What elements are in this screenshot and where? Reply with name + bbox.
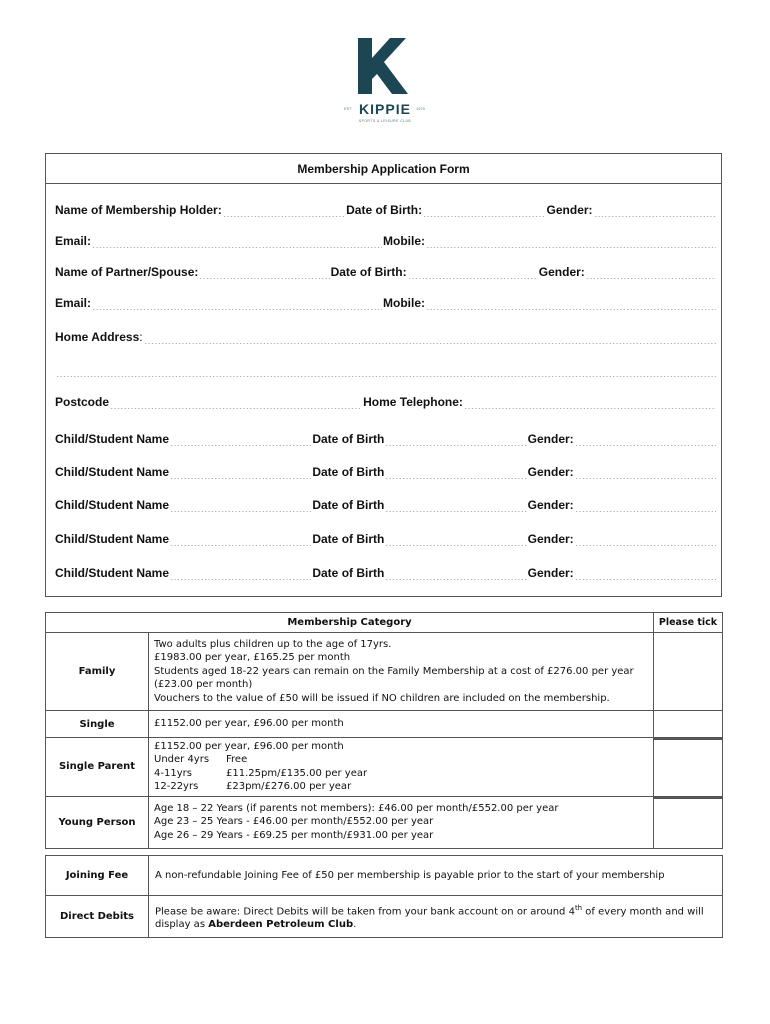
form-field-line (55, 294, 717, 310)
fill-in-blank[interactable] (385, 434, 526, 446)
category-family: Family (46, 633, 149, 711)
form-field-line (55, 328, 717, 344)
kippie-k-logo-icon (356, 38, 414, 94)
young-person-description (149, 796, 654, 848)
fill-in-blank[interactable] (199, 267, 329, 279)
form-field-line (55, 201, 717, 217)
table-row-young-person (46, 796, 723, 848)
table-header-row (46, 613, 723, 633)
field-label: Date of Birth (312, 498, 385, 512)
fill-in-blank[interactable] (385, 467, 526, 479)
fill-in-blank[interactable] (385, 568, 526, 580)
field-label: Postcode (55, 395, 110, 409)
dd-text-part: of every month and will display as (155, 906, 704, 931)
tick-cell-young-person (654, 796, 723, 848)
description-line: Vouchers to the value of £50 will be issued if NO children are included on the membership. (154, 692, 610, 704)
age-price-line (154, 767, 648, 780)
fill-in-blank[interactable] (170, 500, 311, 512)
field-label: Gender: (527, 465, 574, 479)
field-label: Email: (55, 296, 92, 310)
club-name: Aberdeen Petroleum Club (208, 919, 354, 931)
fill-in-blank[interactable] (575, 568, 716, 580)
field-label: Date of Birth (312, 432, 385, 446)
fill-in-blank[interactable] (464, 397, 716, 409)
membership-category-table (45, 612, 723, 849)
joining-fee-text: A non-refundable Joining Fee of £50 per membership is payable prior to the start of your membership (149, 856, 723, 896)
table-row-direct-debits (46, 896, 723, 938)
tick-box-single-parent-2[interactable] (654, 739, 722, 740)
table-row-joining-fee (46, 856, 723, 896)
logo-est-label: EST (344, 106, 352, 111)
dd-text-end: . (353, 919, 357, 931)
fees-table (45, 855, 723, 938)
field-label-suffix: : (139, 330, 143, 344)
dd-superscript: th (574, 903, 583, 912)
field-label: Name of Partner/Spouse: (55, 265, 199, 279)
field-label: Gender: (527, 498, 574, 512)
fill-in-blank[interactable] (144, 332, 716, 344)
tick-stack (654, 738, 722, 740)
field-label: Home Address (55, 330, 140, 344)
age-price: £23pm/£276.00 per year (226, 781, 352, 793)
fill-in-blank[interactable] (385, 500, 526, 512)
tick-stack (654, 797, 722, 799)
age-band: 12-22yrs (154, 781, 199, 793)
direct-debits-label: Direct Debits (46, 896, 149, 938)
form-field-line (55, 263, 717, 279)
logo-tagline: SPORTS & LEISURE CLUB (358, 119, 412, 123)
age-band: 4-11yrs (154, 767, 192, 779)
fill-in-blank[interactable] (594, 205, 716, 217)
field-label: Home Telephone: (363, 395, 463, 409)
field-label: Date of Birth (312, 566, 385, 580)
field-label: Gender: (538, 265, 585, 279)
fill-in-blank[interactable] (56, 365, 716, 377)
field-label: Date of Birth (312, 465, 385, 479)
description-line: Age 18 – 22 Years (if parents not members): £46.00 per month/£552.00 per year (154, 803, 559, 815)
description-line: Two adults plus children up to the age of 17yrs. (154, 638, 392, 650)
single-description (149, 711, 654, 738)
form-field-line (55, 393, 717, 409)
fill-in-blank[interactable] (385, 534, 526, 546)
single-parent-description (149, 738, 654, 797)
tick-box-family[interactable] (654, 633, 723, 711)
form-field-line (55, 530, 717, 546)
field-label: Name of Membership Holder: (55, 203, 222, 217)
fill-in-blank[interactable] (170, 534, 311, 546)
field-label: Child/Student Name (55, 566, 170, 580)
age-price-line (154, 753, 648, 766)
tick-box-single[interactable] (654, 711, 723, 738)
fill-in-blank[interactable] (92, 236, 382, 248)
fill-in-blank[interactable] (423, 205, 545, 217)
fill-in-blank[interactable] (170, 568, 311, 580)
tick-box-young-person-2[interactable] (654, 798, 722, 799)
tick-cell-single-parent (654, 738, 723, 797)
family-description (149, 633, 654, 711)
age-price: £11.25pm/£135.00 per year (226, 767, 368, 779)
age-price: Free (226, 754, 248, 766)
age-band: Under 4yrs (154, 754, 210, 766)
fill-in-blank[interactable] (110, 397, 362, 409)
form-field-line (55, 361, 717, 377)
form-field-line (55, 430, 717, 446)
fill-in-blank[interactable] (575, 467, 716, 479)
field-label: Child/Student Name (55, 498, 170, 512)
table-row-single (46, 711, 723, 738)
application-form (45, 153, 722, 597)
field-label: Child/Student Name (55, 532, 170, 546)
fill-in-blank[interactable] (92, 298, 382, 310)
membership-category-header: Membership Category (46, 613, 654, 633)
description-line: £1983.00 per year, £165.25 per month (154, 652, 351, 664)
fill-in-blank[interactable] (586, 267, 716, 279)
form-field-line (55, 232, 717, 248)
joining-fee-label: Joining Fee (46, 856, 149, 896)
club-logo (334, 38, 436, 130)
fill-in-blank[interactable] (426, 236, 716, 248)
fill-in-blank[interactable] (223, 205, 345, 217)
fill-in-blank[interactable] (426, 298, 716, 310)
field-label: Mobile: (383, 296, 426, 310)
field-label: Date of Birth: (330, 265, 407, 279)
category-single-parent: Single Parent (46, 738, 149, 797)
fill-in-blank[interactable] (170, 434, 311, 446)
form-title: Membership Application Form (46, 154, 721, 184)
age-price-line (154, 780, 648, 793)
description-line: Age 26 – 29 Years - £69.25 per month/£931.00 per year (154, 829, 434, 841)
field-label: Gender: (527, 532, 574, 546)
logo-brand-name: KIPPIE (359, 101, 411, 117)
form-field-line (55, 463, 717, 479)
logo-est-year: 1979 (416, 106, 425, 111)
fill-in-blank[interactable] (170, 467, 311, 479)
fill-in-blank[interactable] (408, 267, 538, 279)
field-label: Child/Student Name (55, 465, 170, 479)
field-label: Gender: (527, 432, 574, 446)
field-label: Date of Birth (312, 532, 385, 546)
category-young-person: Young Person (46, 796, 149, 848)
field-label: Child/Student Name (55, 432, 170, 446)
table-row-family (46, 633, 723, 711)
field-label: Gender: (546, 203, 593, 217)
description-line: Students aged 18-22 years can remain on the Family Membership at a cost of £276.00 per year (£23.00 per month) (154, 665, 634, 691)
category-single: Single (46, 711, 149, 738)
please-tick-header: Please tick (654, 613, 723, 633)
field-label: Mobile: (383, 234, 426, 248)
fill-in-blank[interactable] (575, 500, 716, 512)
form-field-line (55, 496, 717, 512)
dd-text-part: Please be aware: Direct Debits will be taken from your bank account on or around 4 (155, 906, 575, 918)
description-line: £1152.00 per year, £96.00 per month (154, 718, 344, 730)
description-line: £1152.00 per year, £96.00 per month (154, 741, 344, 752)
field-label: Email: (55, 234, 92, 248)
fill-in-blank[interactable] (575, 434, 716, 446)
form-field-line (55, 564, 717, 580)
direct-debits-text (149, 896, 723, 938)
table-row-single-parent (46, 738, 723, 797)
field-label: Date of Birth: (346, 203, 423, 217)
fill-in-blank[interactable] (575, 534, 716, 546)
description-line: Age 23 – 25 Years - £46.00 per month/£552.00 per year (154, 816, 434, 828)
field-label: Gender: (527, 566, 574, 580)
